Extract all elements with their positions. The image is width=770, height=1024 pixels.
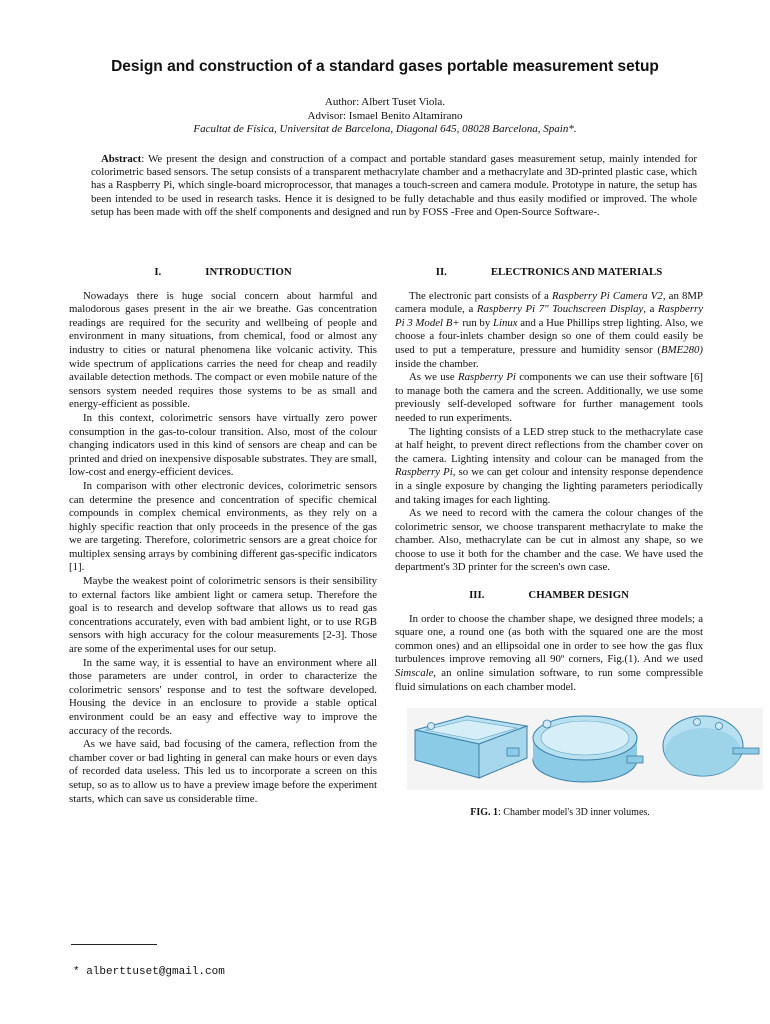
chamber-models-image	[407, 708, 763, 790]
round-chamber-model	[533, 716, 643, 782]
paragraph: In comparison with other electronic devices, colorimetric sensors can determine the presence and concentration of specific chemical compounds in complex chemical environments, as they rely on a highly specific reaction that only proceeds in the presence of the gas we are targeting. Therefore, colorimetric sensors are a great choice for multiplex sensing arrays by combining different gas-specific indicators [1].	[69, 479, 377, 574]
section-heading-electronics	[395, 266, 703, 280]
chamber-models-figure	[407, 708, 763, 790]
paragraph: The lighting consists of a LED strep stuck to the methacrylate case at half height, to prevent direct reflections from the chamber cover on the camera. Lighting intensity and colour can be managed from the Raspberry Pi, so we can get colour and intensity response dependence in a single exposure by changing the lighting parameters periodically and taking images for each lighting.	[395, 425, 703, 506]
abstract-label: Abstract	[101, 153, 142, 165]
advisor-line: Advisor: Ismael Benito Altamirano	[307, 109, 463, 122]
paragraph: In the same way, it is essential to have an environment where all those parameters are under control, in order to characterize the colorimetric sensors' response and to test the software developed. Housing the device in an enclosure to provide a stable optical environment could be an easy and effective way to improve the accuracy of the records.	[69, 656, 377, 737]
abstract	[91, 153, 697, 219]
section-number: I.	[154, 266, 162, 278]
paragraph: Nowadays there is huge social concern about harmful and malodorous gases present in the air we breathe. Gas concentration readings are required for the security and wellbeing of people and environment in many situations, from chemical, food or almost any industry to cities or natural phenomena like volcanic activity. This wide spectrum of applications carries the need for cheap and readily available detection methods. The compact or even mobile nature of the sensors system needed requires those systems to be as small and energy-efficient as possible.	[69, 289, 377, 411]
abstract-text: : We present the design and construction of a compact and portable standard gases measurement setup, mainly intended for colorimetric based sensors. The setup consists of a transparent methacrylate chamber and a methacrylate and 3D-printed plastic case, which has a Raspberry Pi, which single-board microprocessor, that manages a touch-screen and camera module. Prototype in nature, the setup has been intended to be used in research tasks. Hence it is designed to be fully detachable and thus easily modified or improved. The whole setup has been made with off the shelf components and designed and run by FOSS -Free and Open-Source Software-.	[91, 153, 697, 218]
paragraph: Maybe the weakest point of colorimetric sensors is their sensibility to external factors like ambient light or camera setup. Therefore the goal is to research and develop software that allows us to read gas concentrations accurately, even with bad ambient light, or to use RGB sensors with high accuracy for the colour measurements [2-3]. Those are some of the experimental uses for our setup.	[69, 575, 377, 656]
affiliation-line: Facultat de Física, Universitat de Barcelona, Diagonal 645, 08028 Barcelona, Spain*.	[193, 123, 577, 135]
author-line: Author: Albert Tuset Viola.	[324, 96, 446, 108]
section-heading-chamber-design	[395, 589, 703, 603]
section-heading-introduction	[69, 266, 377, 280]
paper-title: Design and construction of a standard gases portable measurement setup	[111, 58, 659, 75]
section-title: CHAMBER DESIGN	[528, 589, 629, 602]
figure-caption-text: : Chamber model's 3D inner volumes.	[498, 807, 650, 819]
right-column	[395, 266, 703, 820]
author-block	[0, 96, 770, 137]
paragraph: In order to choose the chamber shape, we designed three models; a square one, a round one (as both with the squared one are the most common ones) and an ellipsoidal one in order to see how the gas flux turbulences improve removing all 90º corners, Fig.(1). And we used Simscale, an online simulation software, to run some compressible fluid simulations on each chamber model.	[395, 612, 703, 693]
footnote-divider	[71, 944, 157, 945]
paragraph: In this context, colorimetric sensors have virtually zero power consumption in the gas-to-colour transition. Also, most of the colour changing indicators used in this kind of sensors are cheap and can be printed and dried on inexpensive disposable substrates. They are small, low-cost and energy-efficient devices.	[69, 411, 377, 479]
section-title: INTRODUCTION	[205, 266, 292, 278]
paragraph: As we have said, bad focusing of the camera, reflection from the chamber cover or bad lighting in general can make hours or even days of recorded data useless. This led us to incorporate a screen on this setup, so as to allow us to have a preview image before the experiment starts, which can save us considerable time.	[69, 738, 377, 805]
figure-label: FIG. 1	[470, 807, 498, 819]
paragraph: As we use Raspberry Pi components we can use their software [6] to manage both the camera and the screen. Additionally, we use some previously self-developed software for further management tools needed to run experiments.	[395, 371, 703, 424]
footnote-email: * alberttuset@gmail.com	[73, 966, 225, 978]
paragraph: As we need to record with the camera the colour changes of the colorimetric sensor, we choose transparent methacrylate to make the chamber. Also, methacrylate can be cut in almost any shape, so we choose to use it both for the chamber and the case. We have used the department's 3D printer for the screen's own case.	[395, 507, 703, 574]
section-title: ELECTRONICS AND MATERIALS	[490, 266, 663, 278]
left-column	[69, 266, 377, 806]
section-number: II.	[435, 266, 447, 278]
figure-caption	[395, 806, 725, 820]
paragraph: The electronic part consists of a Raspberry Pi Camera V2, an 8MP camera module, a Raspberry Pi 7" Touchscreen Display, a Raspberry Pi 3 Model B+ run by Linux and a Hue Phillips strep lighting. Also, we choose a four-inlets chamber design so one of them could easily be used to put a temperature, pressure and humidity sensor (BME280) inside the chamber.	[395, 289, 704, 370]
section-number: III.	[469, 589, 485, 602]
